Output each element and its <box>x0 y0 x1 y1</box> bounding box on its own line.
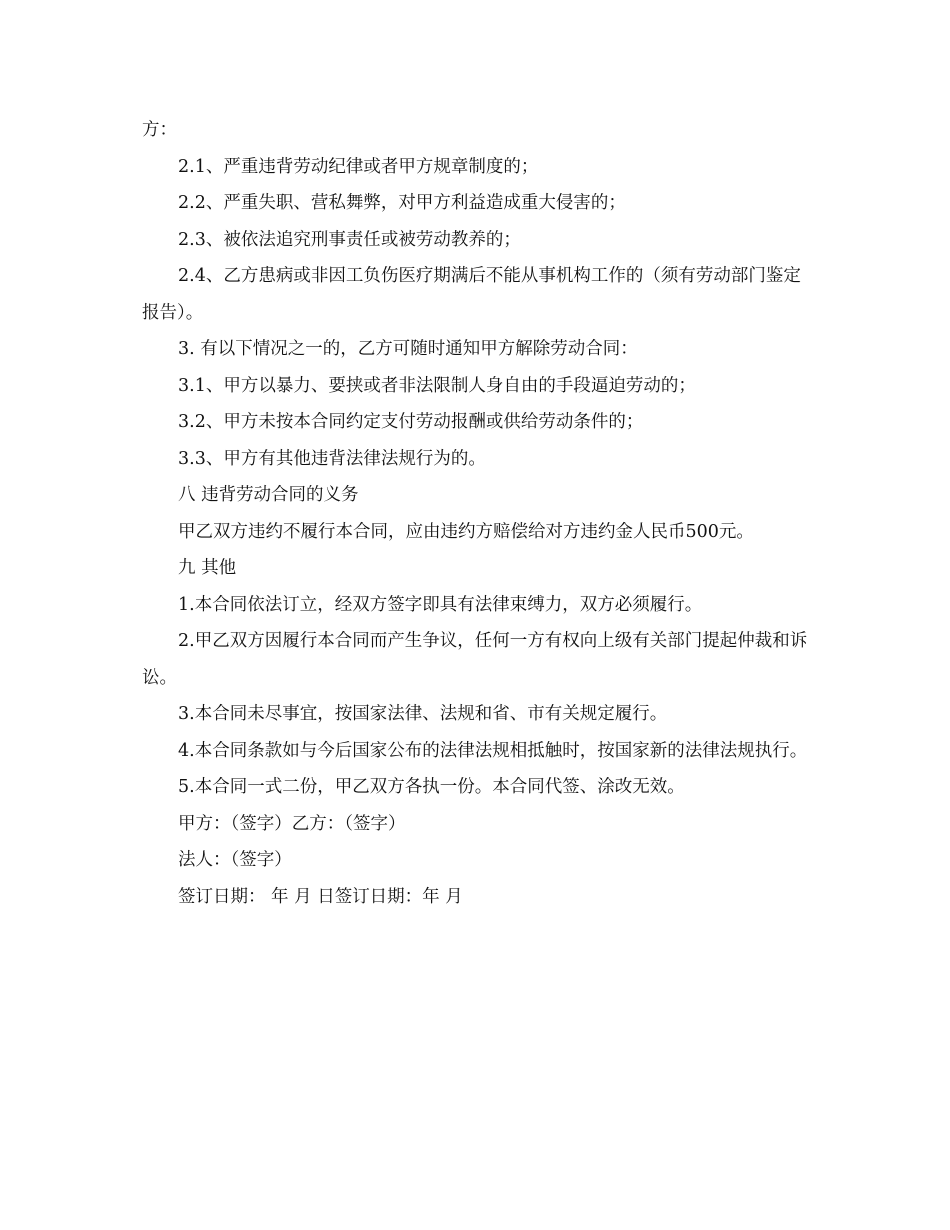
paragraph-continuation: 方： <box>142 120 177 140</box>
signature-legal-person-line: 法人：（签字） <box>178 850 292 870</box>
clause-2-4: 2.4、乙方患病或非因工负伤医疗期满后不能从事机构工作的（须有劳动部门鉴定报告）。 <box>142 266 801 323</box>
section-8-heading: 八 违背劳动合同的义务 <box>178 485 359 505</box>
section-9-item-4: 4.本合同条款如与今后国家公布的法律法规相抵触时，按国家新的法律法规执行。 <box>178 740 808 761</box>
section-9-item-2: 2.甲乙双方因履行本合同而产生争议，任何一方有权向上级有关部门提起仲裁和诉讼。 <box>142 631 808 688</box>
section-9-item-3: 3.本合同未尽事宜，按国家法律、法规和省、市有关规定履行。 <box>178 704 668 724</box>
clause-3-1: 3.1、甲方以暴力、要挟或者非法限制人身自由的手段逼迫劳动的； <box>178 375 696 396</box>
clause-2-2: 2.2、严重失职、营私舞弊，对甲方利益造成重大侵害的； <box>178 193 626 213</box>
clause-3-3: 3.3、甲方有其他违背法律法规行为的。 <box>178 448 486 469</box>
document-body <box>142 112 812 915</box>
section-9-item-5: 5.本合同一式二份，甲乙双方各执一份。本合同代签、涂改无效。 <box>178 777 685 797</box>
signing-date-line: 签订日期： 年 月 日签订日期：年 月 <box>178 886 463 907</box>
clause-3: 3. 有以下情况之一的，乙方可随时通知甲方解除劳动合同： <box>178 339 638 359</box>
section-9-item-1: 1.本合同依法订立，经双方签字即具有法律束缚力，双方必须履行。 <box>178 594 703 615</box>
signature-party-line: 甲方：（签字）乙方：（签字） <box>178 813 406 834</box>
section-8-body: 甲乙双方违约不履行本合同，应由违约方赔偿给对方违约金人民币500元。 <box>178 521 754 542</box>
section-9-heading: 九 其他 <box>178 558 237 578</box>
clause-3-2: 3.2、甲方未按本合同约定支付劳动报酬或供给劳动条件的； <box>178 412 644 432</box>
clause-2-3: 2.3、被依法追究刑事责任或被劳动教养的； <box>178 229 521 250</box>
clause-2-1: 2.1、严重违背劳动纪律或者甲方规章制度的； <box>178 156 539 177</box>
